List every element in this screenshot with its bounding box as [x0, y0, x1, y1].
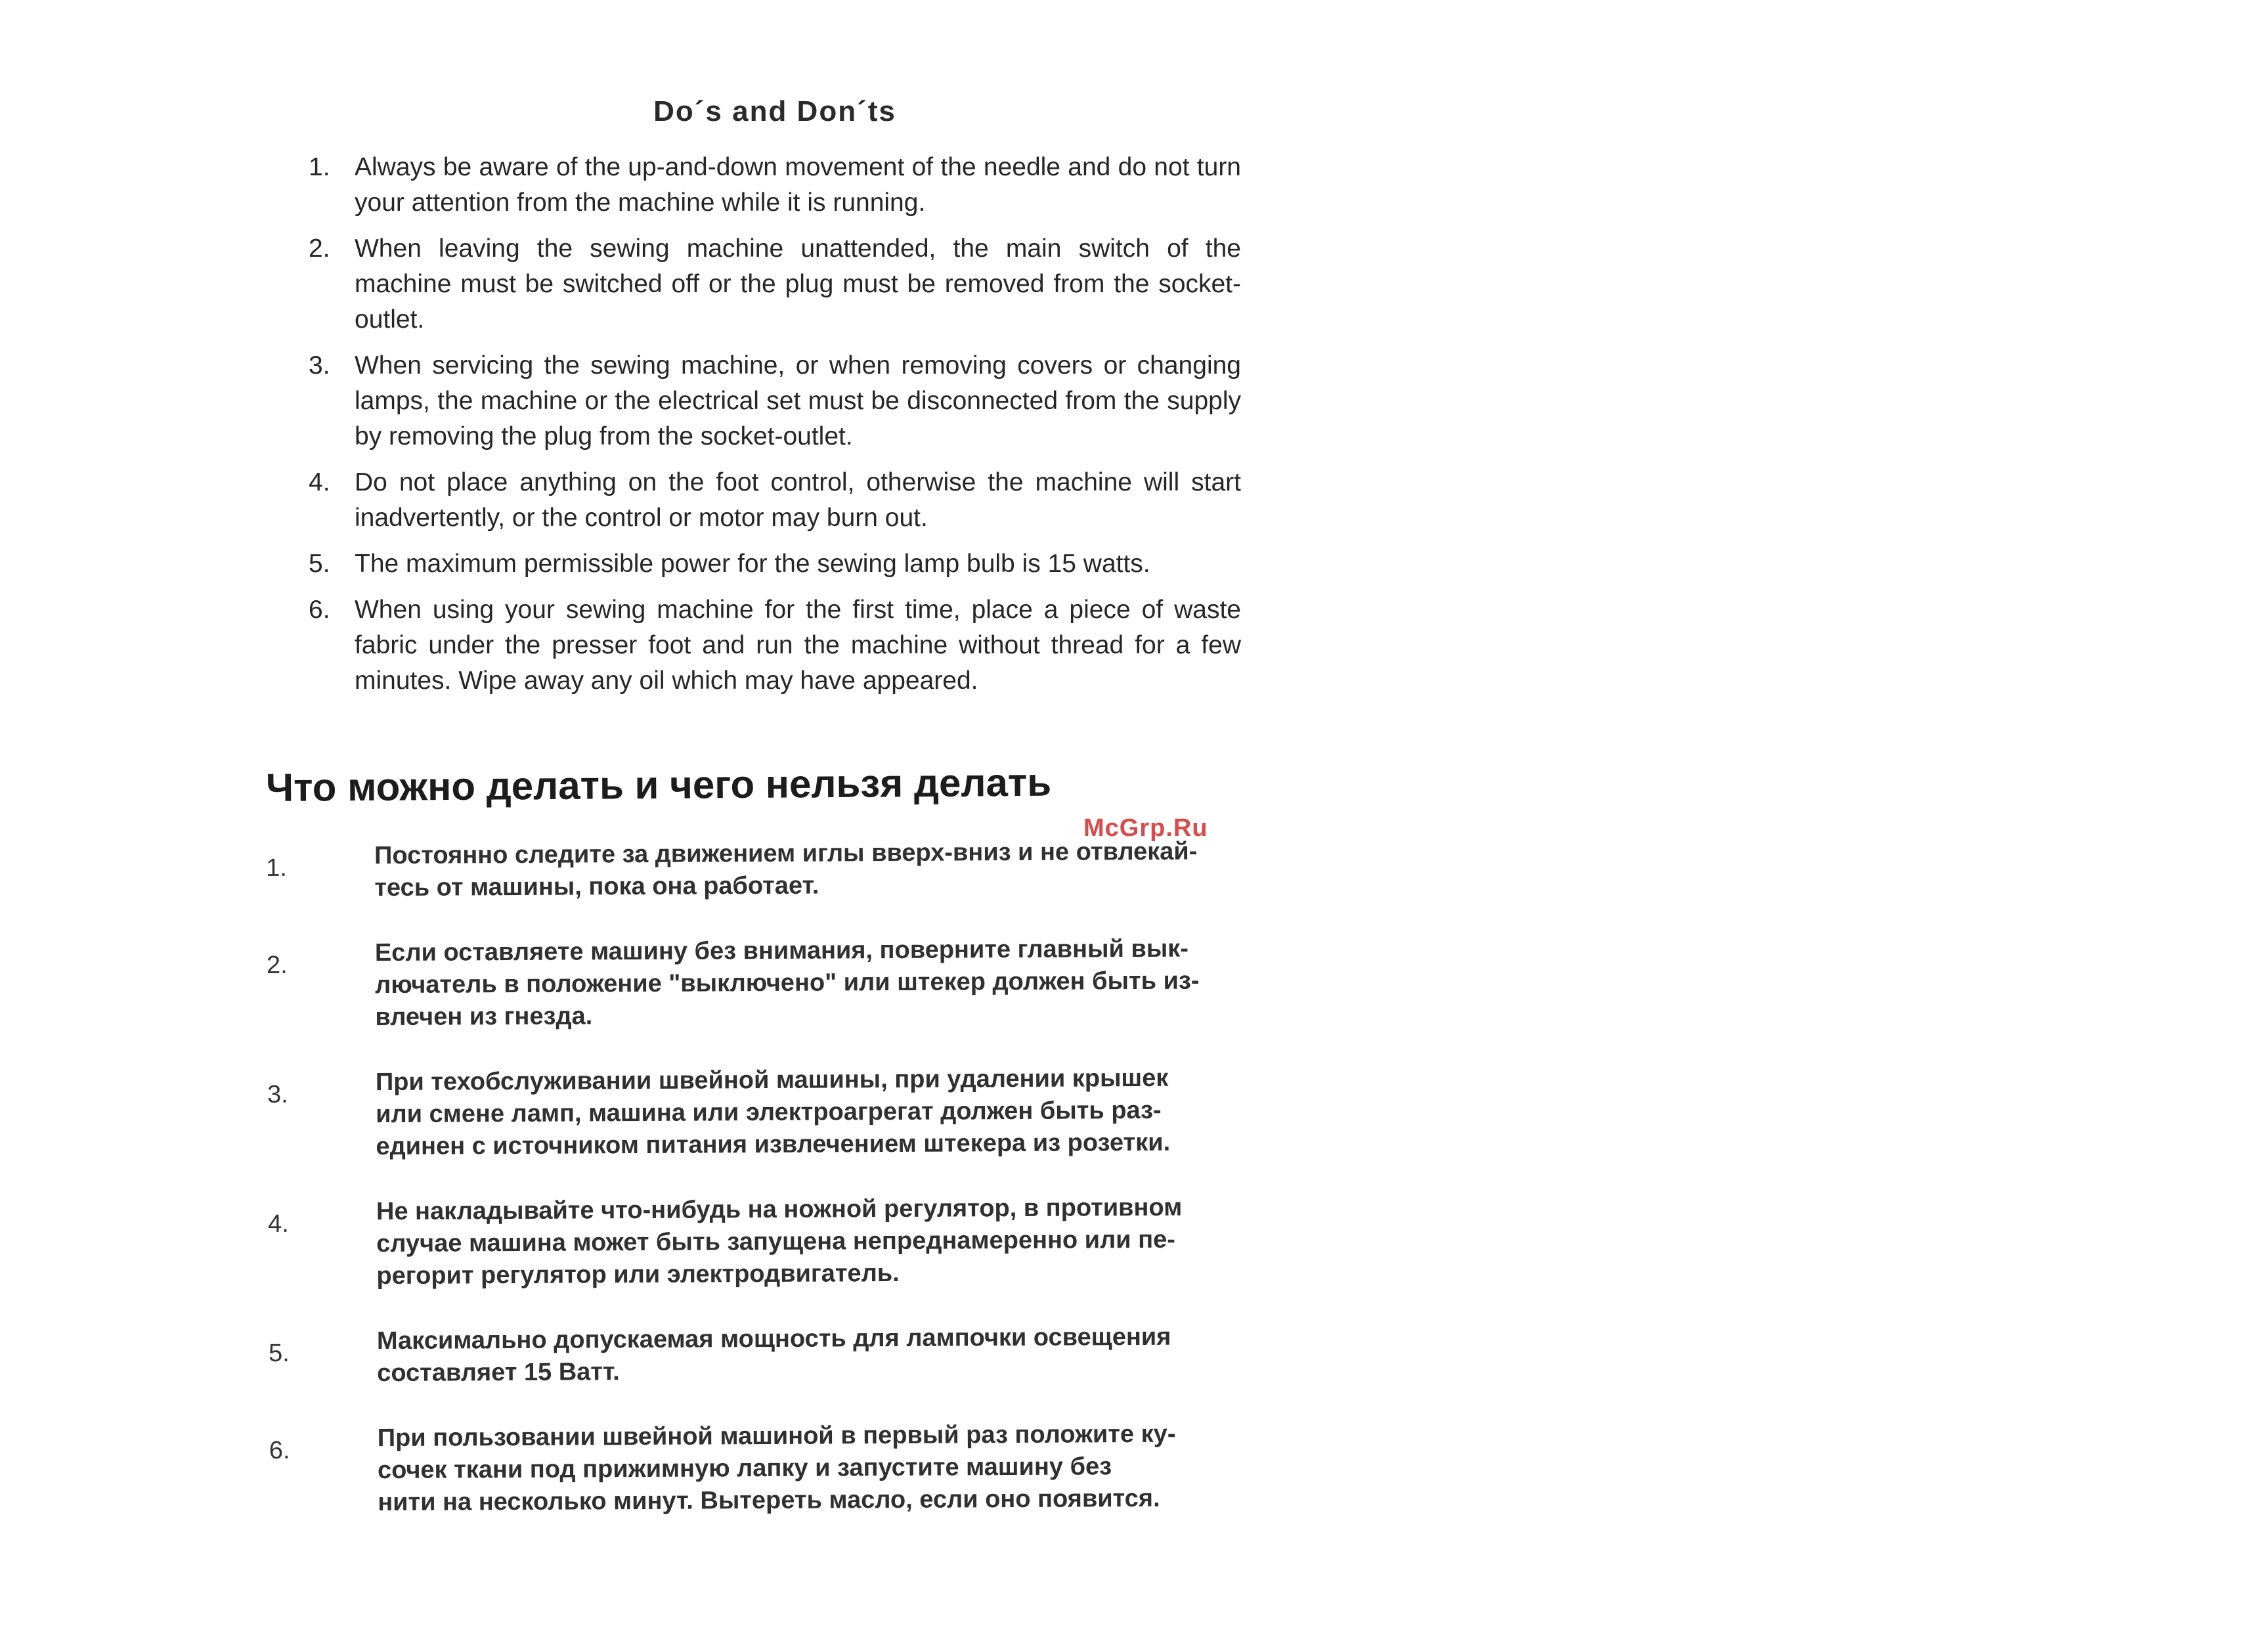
- item-text: При техобслуживании швейной машины, при удалении крышек или смене ламп, машина или электроагрегат должен быть раз- единен с источником питания извлечением штекера из розетки.: [375, 1064, 1171, 1161]
- english-section-title: Do´s and Don´ts: [653, 95, 896, 127]
- item-number: 1.: [309, 153, 330, 181]
- item-text: When using your sewing machine for the first time, place a piece of waste fabric under the presser foot and run the machine without thread for a few minutes. Wipe away any oil which may have appeared.: [355, 596, 1241, 695]
- english-instructions-list: [309, 150, 1241, 709]
- item-number: 4.: [267, 1210, 289, 1238]
- item-text: Always be aware of the up-and-down movement of the needle and do not turn your attention from the machine while it is running.: [355, 153, 1241, 217]
- item-text: When leaving the sewing machine unattended, the main switch of the machine must be switched off or the plug must be removed from the socket-outlet.: [355, 234, 1241, 334]
- item-number: 3.: [309, 351, 330, 380]
- russian-section-title: Что можно делать и чего нельзя делать: [265, 760, 1052, 810]
- list-item: [267, 1062, 1266, 1164]
- item-number: 2.: [309, 234, 330, 263]
- list-item: [309, 231, 1241, 338]
- list-item: [309, 465, 1241, 536]
- item-text: When servicing the sewing machine, or when removing covers or changing lamps, the machine or the electrical set must be disconnected from the supply by removing the plug from the socket-outlet.: [355, 351, 1241, 450]
- item-number: 6.: [269, 1436, 290, 1464]
- item-text: Постоянно следите за движением иглы вверх-вниз и не отвлекай- тесь от машины, пока она работает.: [374, 837, 1198, 902]
- item-text: Do not place anything on the foot control, otherwise the machine will start inadvertently, or the control or motor may burn out.: [355, 468, 1241, 532]
- list-item: [269, 1321, 1267, 1390]
- item-number: 4.: [309, 468, 330, 496]
- item-text: При пользовании швейной машиной в первый раз положите ку- сочек ткани под прижимную лапку и запустите машину без нити на несколько минут. Вытереть масло, если оно появится.: [377, 1420, 1176, 1517]
- item-number: 1.: [266, 854, 288, 882]
- list-item: [309, 348, 1241, 454]
- list-item: [309, 546, 1241, 582]
- item-text: The maximum permissible power for the sewing lamp bulb is 15 watts.: [355, 550, 1150, 578]
- item-text: Максимально допускаемая мощность для лампочки освещения составляет 15 Ватт.: [376, 1323, 1171, 1388]
- site-watermark: McGrp.Ru: [1083, 814, 1208, 842]
- russian-instructions-list: [266, 835, 1268, 1552]
- list-item: [267, 932, 1265, 1034]
- item-number: 5.: [268, 1339, 290, 1367]
- list-item: [309, 150, 1241, 221]
- item-number: 5.: [309, 550, 330, 578]
- item-number: 3.: [267, 1080, 288, 1108]
- item-text: Не накладывайте что-нибудь на ножной регулятор, в противном случае машина может быть запущена непреднамеренно или пе- регорит регулятор или электродвигатель.: [376, 1193, 1183, 1290]
- list-item: [266, 835, 1264, 905]
- item-number: 2.: [266, 951, 288, 979]
- item-text: Если оставляете машину без внимания, поверните главный вык- лючатель в положение "выключено" или штекер должен быть из- влечен из гнезда.: [374, 934, 1200, 1032]
- list-item: [268, 1191, 1267, 1293]
- list-item: [309, 592, 1241, 699]
- item-number: 6.: [309, 596, 330, 624]
- list-item: [269, 1418, 1268, 1520]
